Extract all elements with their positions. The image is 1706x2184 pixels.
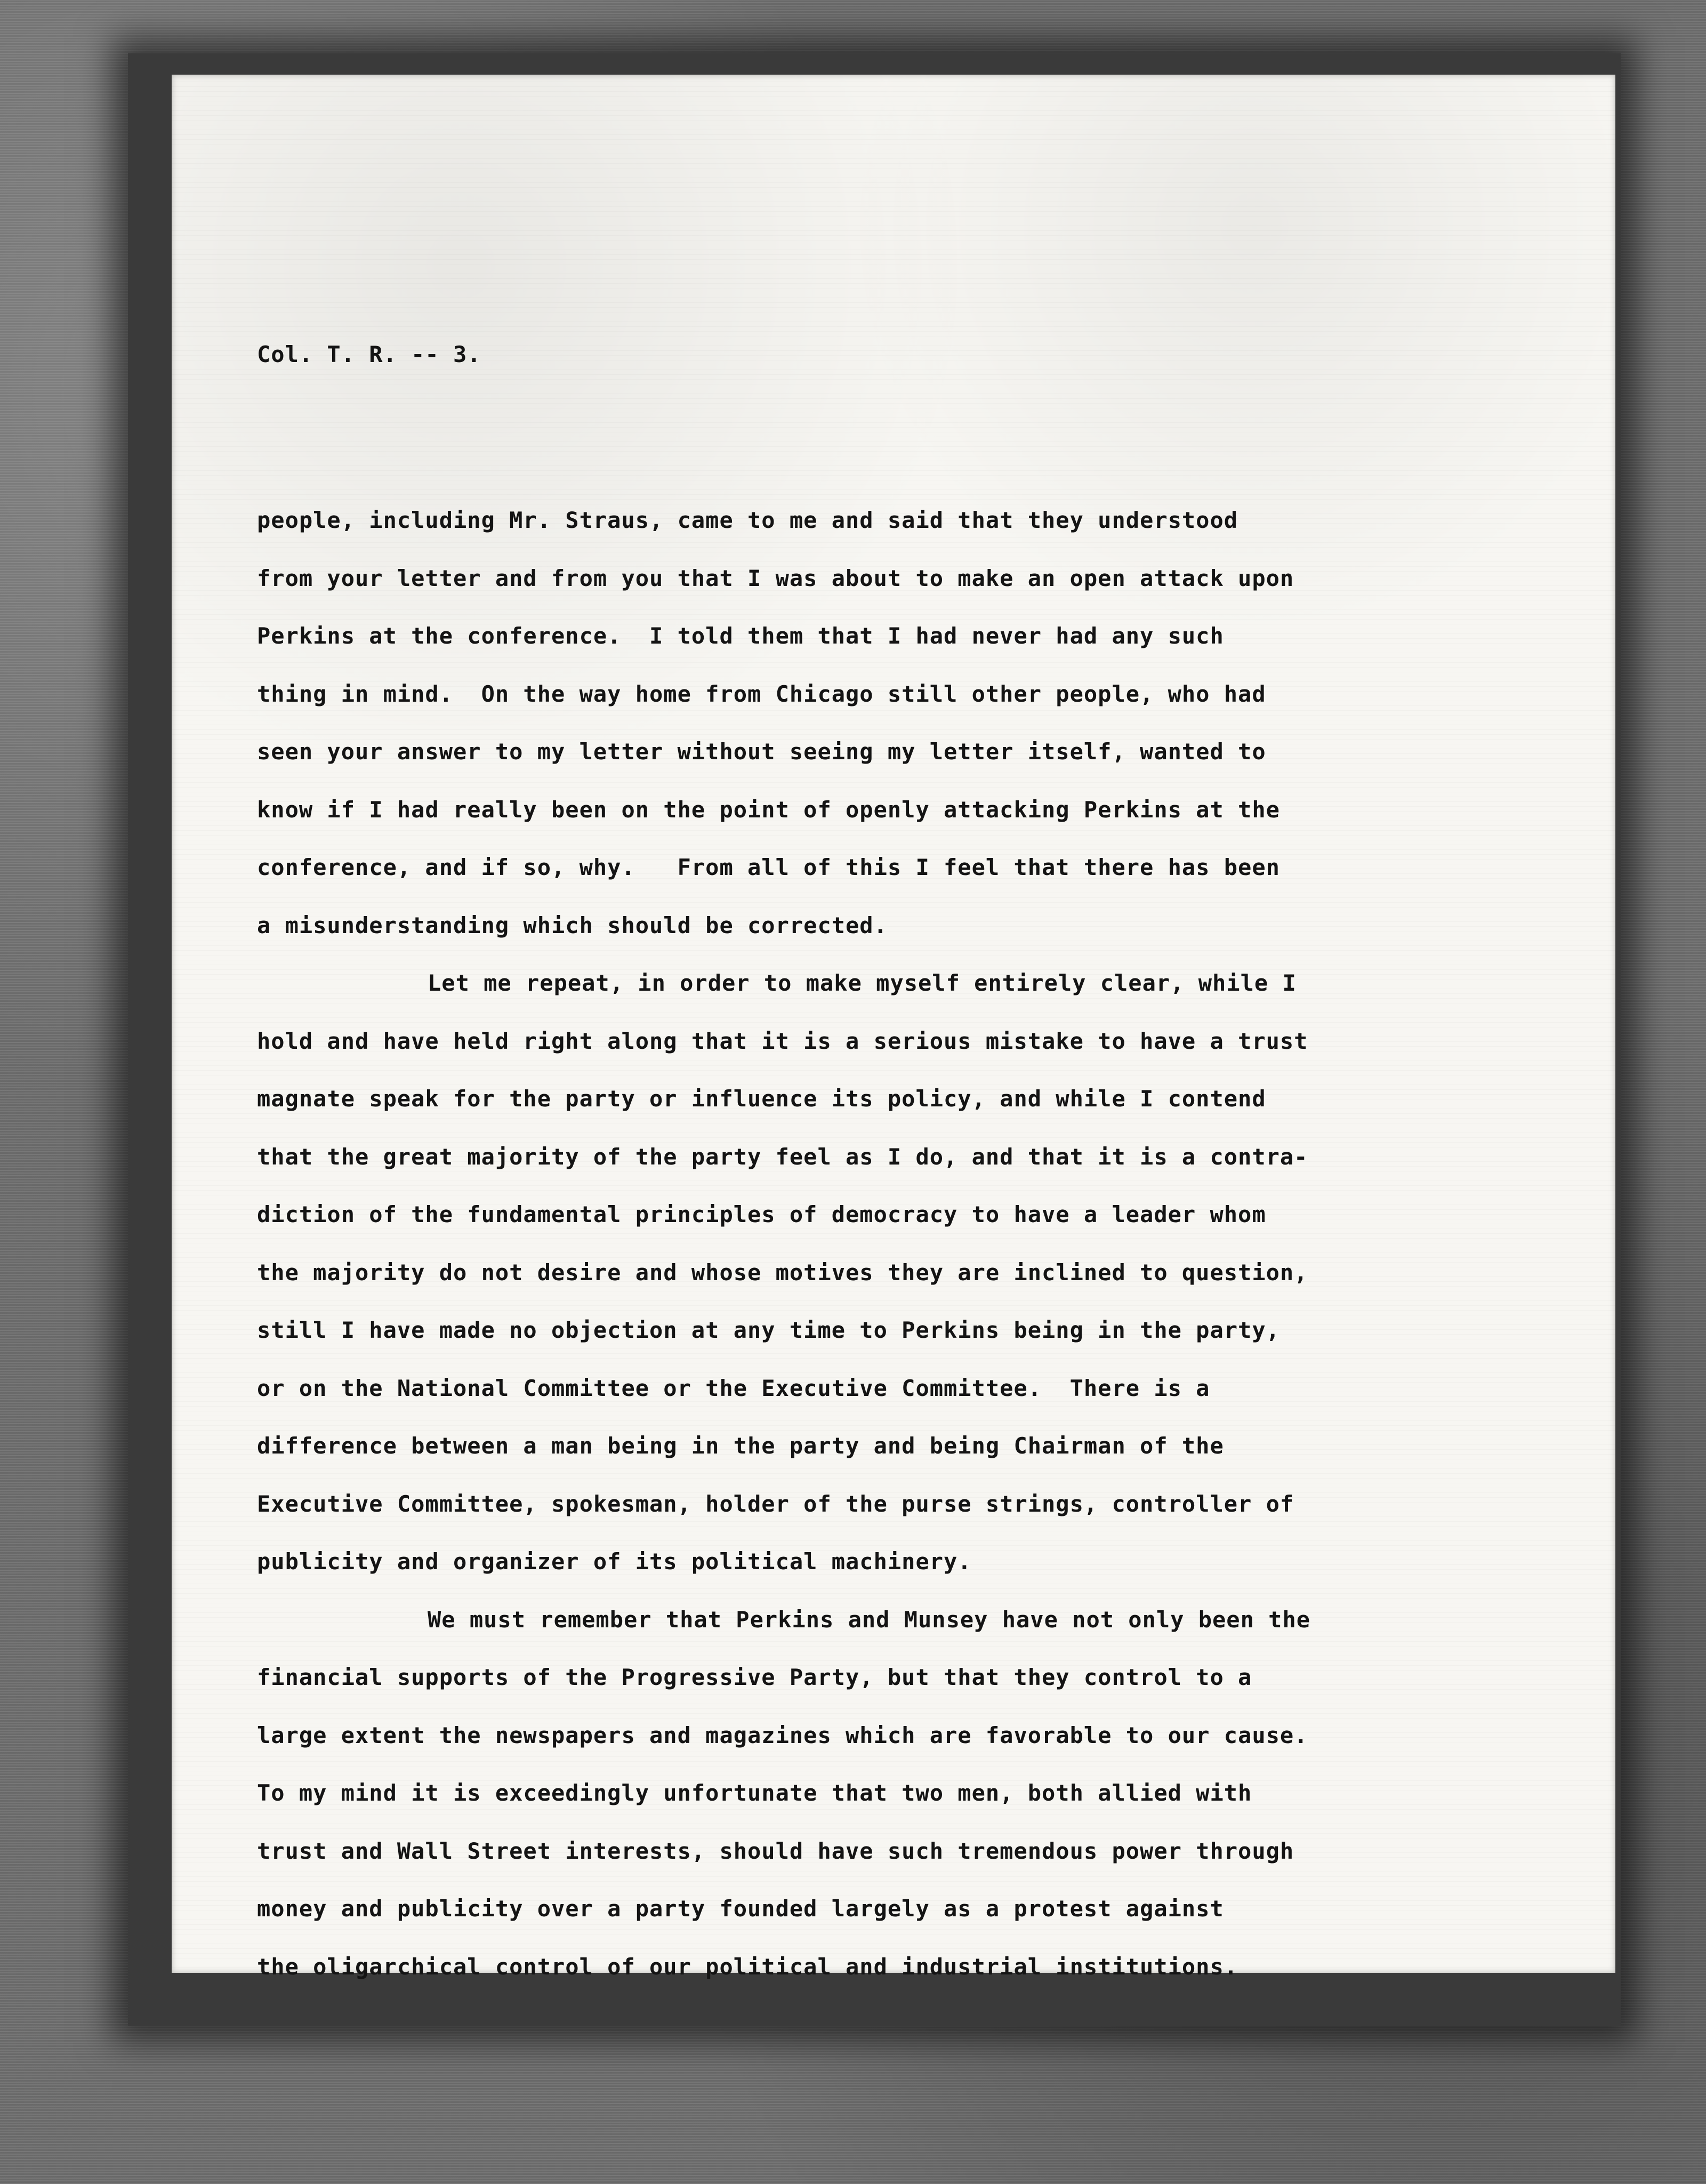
text-line: still I have made no objection at any time to Perkins being in the party, [257, 1317, 1280, 1343]
text-line: a misunderstanding which should be corrected. [257, 912, 888, 938]
text-line: publicity and organizer of its political machinery. [257, 1548, 972, 1575]
text-line: that the great majority of the party feel as I do, and that it is a contra- [257, 1143, 1308, 1170]
text-line: magnate speak for the party or influence its policy, and while I contend [257, 1086, 1266, 1112]
text-line: the majority do not desire and whose motives they are inclined to question, [257, 1259, 1308, 1286]
text-line: from your letter and from you that I was about to make an open attack upon [257, 565, 1294, 591]
text-line: Executive Committee, spokesman, holder of the purse strings, controller of [257, 1490, 1294, 1517]
paragraph-start-line: We must remember that Perkins and Munsey have not only been the [428, 1606, 1311, 1633]
text-line: know if I had really been on the point of openly attacking Perkins at the [257, 796, 1280, 823]
text-line: people, including Mr. Straus, came to me and said that they understood [257, 507, 1238, 533]
paragraph-start-line: Let me repeat, in order to make myself entirely clear, while I [428, 970, 1297, 996]
text-line: money and publicity over a party founded largely as a protest against [257, 1896, 1224, 1922]
text-line: thing in mind. On the way home from Chicago still other people, who had [257, 680, 1266, 707]
text-line: or on the National Committee or the Executive Committee. There is a [257, 1375, 1210, 1401]
text-line: diction of the fundamental principles of democracy to have a leader whom [257, 1201, 1266, 1227]
text-line: To my mind it is exceedingly unfortunate that two men, both allied with [257, 1780, 1252, 1806]
text-line: conference, and if so, why. From all of this I feel that there has been [257, 854, 1280, 880]
page-header: Col. T. R. -- 3. [257, 341, 481, 367]
letter-body [257, 492, 1558, 1996]
text-line: large extent the newspapers and magazines which are favorable to our cause. [257, 1722, 1308, 1748]
text-line: trust and Wall Street interests, should have such tremendous power through [257, 1837, 1294, 1864]
text-line: Perkins at the conference. I told them that I had never had any such [257, 623, 1224, 649]
text-line: seen your answer to my letter without seeing my letter itself, wanted to [257, 738, 1266, 765]
text-line: difference between a man being in the party and being Chairman of the [257, 1433, 1224, 1459]
letter-page [172, 75, 1615, 1980]
text-line: the oligarchical control of our political and industrial institutions. [257, 1953, 1238, 1980]
text-line: financial supports of the Progressive Party, but that they control to a [257, 1664, 1252, 1690]
text-line: hold and have held right along that it is a serious mistake to have a trust [257, 1027, 1308, 1054]
